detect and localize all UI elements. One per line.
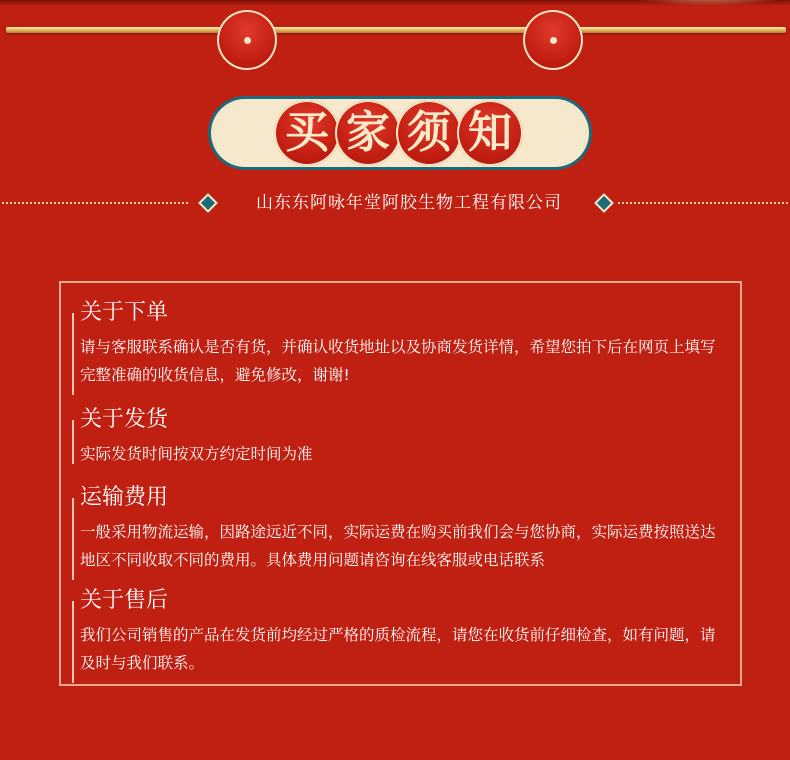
section-marker-line [72,498,74,580]
section-marker-line [72,601,74,683]
dotted-line-left [2,202,188,204]
title-char-2: 家 [335,100,401,166]
section-title: 关于发货 [80,407,169,432]
title-char-4: 知 [457,100,523,166]
title-char-3: 须 [396,100,462,166]
section-title: 关于售后 [80,588,169,613]
orb-dot-icon [550,37,557,44]
top-glow [630,0,790,6]
section-marker-line [72,420,74,464]
company-name: 山东东阿咏年堂阿胶生物工程有限公司 [256,193,562,213]
gold-divider-bar [6,27,786,33]
diamond-right-icon [594,193,614,213]
notice-box [59,281,742,686]
title-right-orb [523,10,583,70]
section-body: 请与客服联系确认是否有货，并确认收货地址以及协商发货详情，希望您拍下后在网页上填写完整准确的收货信息，避免修改，谢谢! [80,338,716,384]
section-title: 运输费用 [80,485,169,510]
section-title: 关于下单 [80,300,169,325]
title-left-orb [217,10,277,70]
orb-dot-icon [244,37,251,44]
section-body: 一般采用物流运输，因路途远近不同，实际运费在购买前我们会与您协商，实际运费按照送达地区不同收取不同的费用。具体费用问题请咨询在线客服或电话联系 [80,523,716,569]
diamond-left-icon [198,193,218,213]
company-row [0,190,790,218]
dotted-line-right [618,202,788,204]
title-char-1: 买 [274,100,340,166]
section-marker-line [72,313,74,395]
section-body: 实际发货时间按双方约定时间为准 [80,445,313,463]
section-body: 我们公司销售的产品在发货前均经过严格的质检流程，请您在收货前仔细检查，如有问题，请及时与我们联系。 [80,626,716,672]
